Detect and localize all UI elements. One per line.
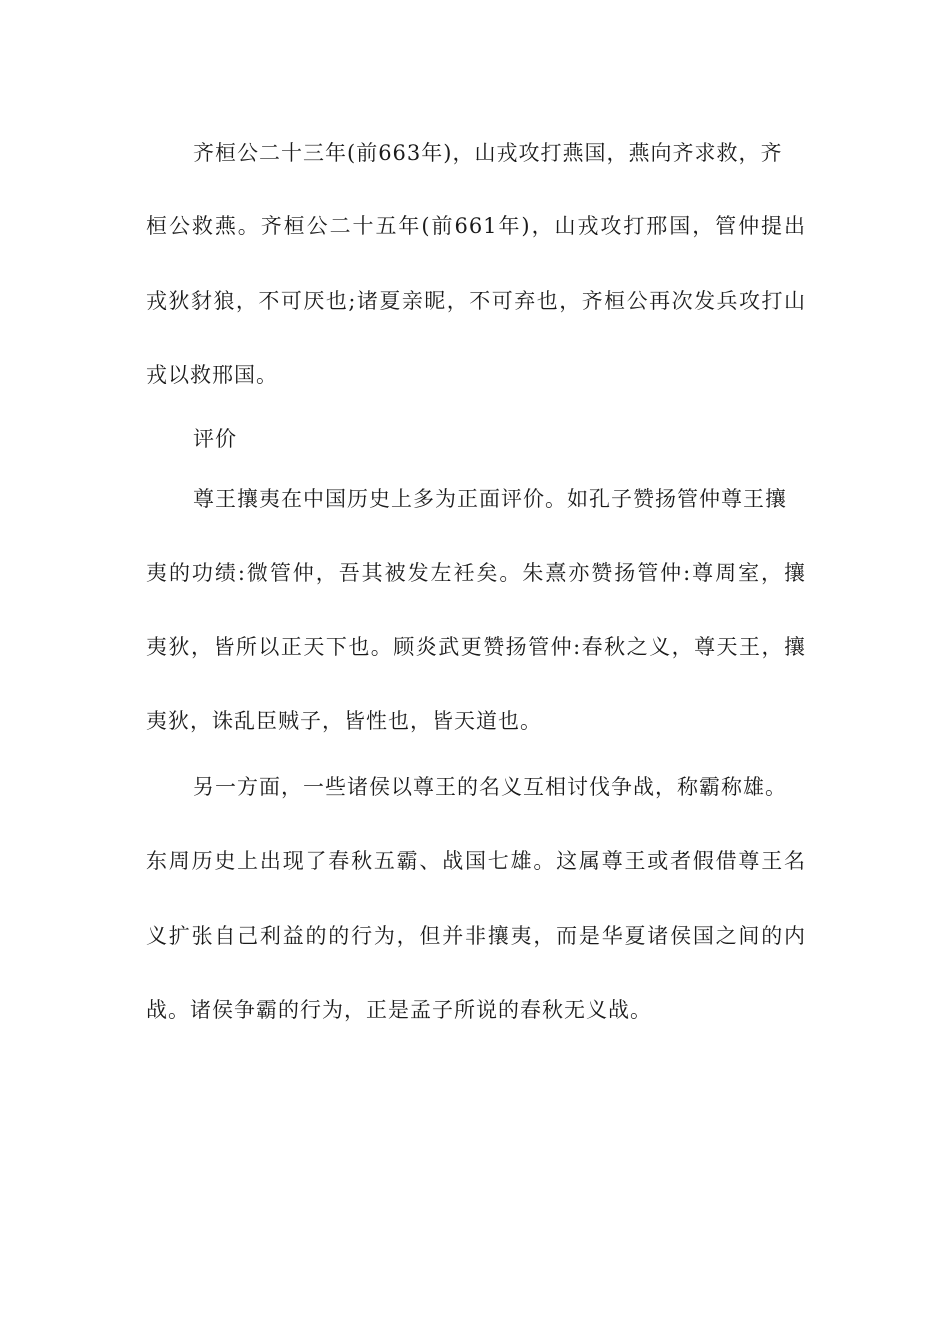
paragraph-1-line-3: 戎狄豺狼，不可厌也;诸夏亲昵，不可弃也，齐桓公再次发兵攻打山 <box>146 289 806 313</box>
paragraph-3-line-4: 战。诸侯争霸的行为，正是孟子所说的春秋无义战。 <box>146 998 652 1022</box>
paragraph-3-line-1: 另一方面，一些诸侯以尊王的名义互相讨伐争战，称霸称雄。 <box>193 775 787 799</box>
paragraph-1-line-1: 齐桓公二十三年(前663年)，山戎攻打燕国，燕向齐求救，齐 <box>193 141 783 165</box>
paragraph-2-line-2: 夷的功绩:微管仲，吾其被发左衽矣。朱熹亦赞扬管仲:尊周室，攘 <box>146 561 806 585</box>
paragraph-2-line-4: 夷狄，诛乱臣贼子，皆性也，皆天道也。 <box>146 709 542 733</box>
section-heading: 评价 <box>193 427 237 451</box>
paragraph-2-line-1: 尊王攘夷在中国历史上多为正面评价。如孔子赞扬管仲尊王攘 <box>193 487 787 511</box>
paragraph-1-line-4: 戎以救邢国。 <box>146 363 278 387</box>
paragraph-1-line-2: 桓公救燕。齐桓公二十五年(前661年)，山戎攻打邢国，管仲提出 <box>146 214 806 238</box>
paragraph-3-line-2: 东周历史上出现了春秋五霸、战国七雄。这属尊王或者假借尊王名 <box>146 849 806 873</box>
paragraph-3-line-3: 义扩张自己利益的的行为，但并非攘夷，而是华夏诸侯国之间的内 <box>146 924 806 948</box>
paragraph-2-line-3: 夷狄，皆所以正天下也。顾炎武更赞扬管仲:春秋之义，尊天王，攘 <box>146 635 806 659</box>
